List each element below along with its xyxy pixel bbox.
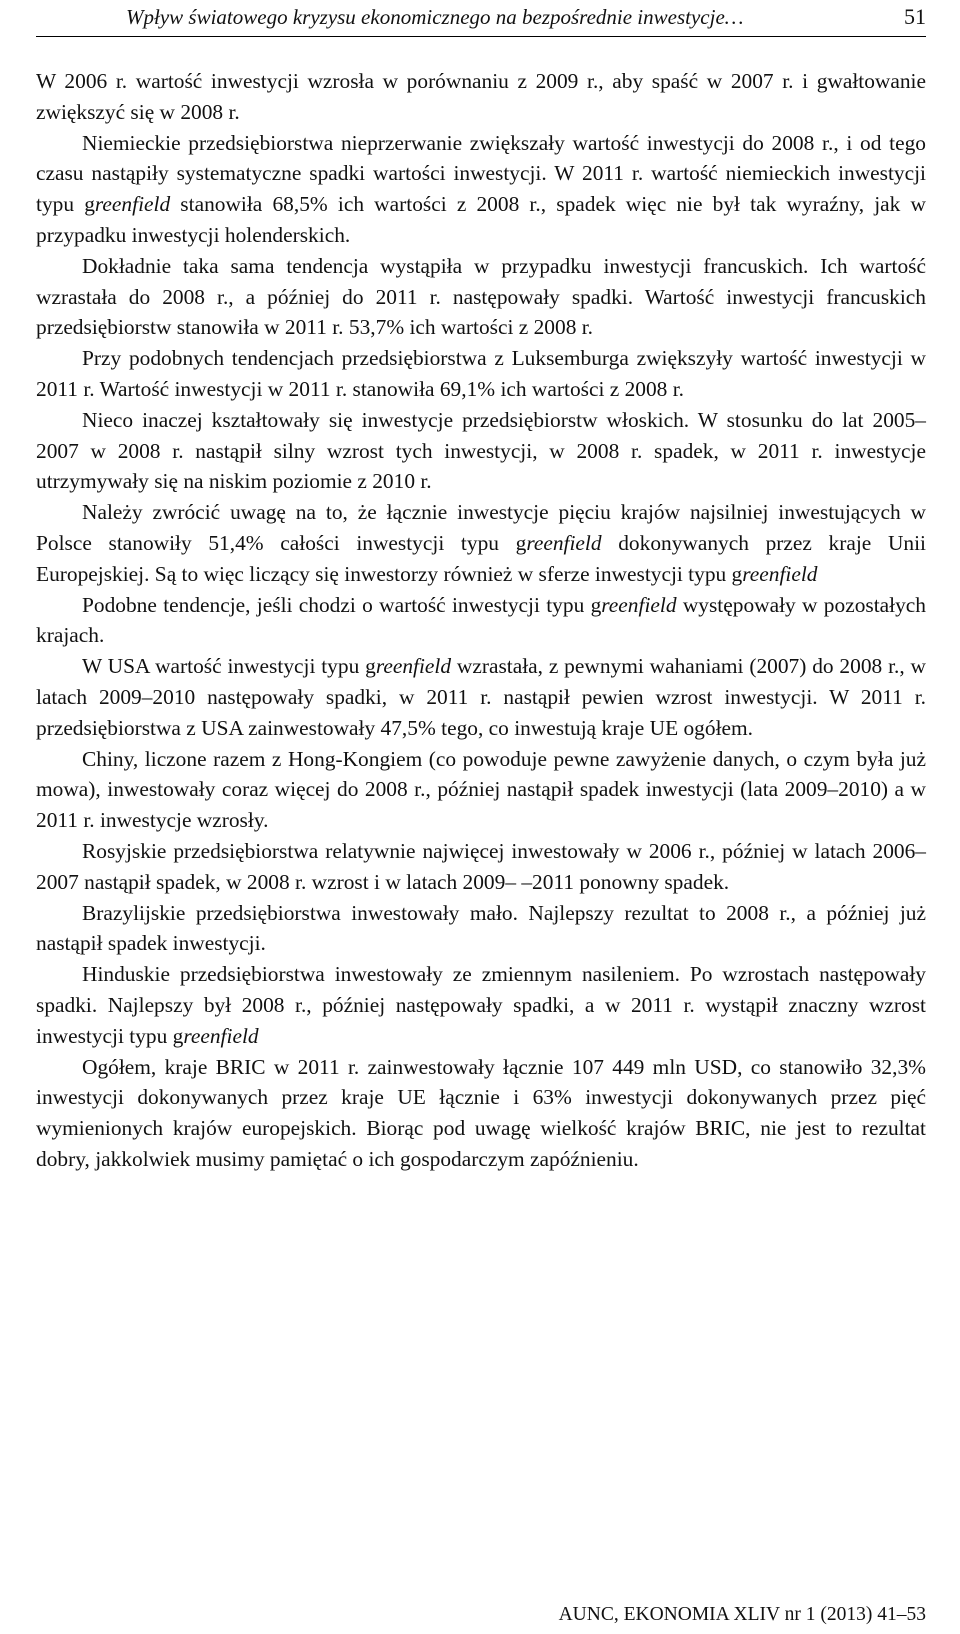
paragraph — [36, 959, 926, 1051]
paragraph-text: Dokładnie taka sama tendencja wystąpiła w przypadku inwestycji francuskich. Ich wartość wzrastała do 2008 r., a później do 2011 r. następowały spadki. Wartość inwestycji francuskich przedsiębiorstw stanowiła w 2011 r. 53,7% ich wartości z 2008 r. — [36, 253, 926, 340]
header-rule — [36, 36, 926, 37]
paragraph-text: W 2006 r. wartość inwestycji wzrosła w porównaniu z 2009 r., aby spaść w 2007 r. i gwałtowanie zwiększyć się w 2008 r. — [36, 69, 926, 124]
paragraph-text: wzrastała, z pewnymi wahaniami (2007) do 2008 r., w latach 2009–2010 następowały spadki, w 2011 r. nastąpił pewien wzrost inwestycji. W 2011 r. przedsiębiorstwa z USA zainwestowały 47,5% tego, co inwestują kraje UE ogółem. — [36, 654, 926, 740]
paragraph — [36, 405, 926, 497]
paragraph-text: Należy zwrócić uwagę na to, że łącznie inwestycje pięciu krajów najsilniej inwestujących w Polsce stanowiły 51,4% całości inwestycji typu g — [36, 500, 926, 555]
paragraph-text: Przy podobnych tendencjach przedsiębiorstwa z Luksemburga zwiększyły wartość inwestycji w 2011 r. Wartość inwestycji w 2011 r. stanowiła 69,1% ich wartości z 2008 r. — [36, 346, 926, 401]
paragraph-text: występowały w pozostałych krajach. — [36, 592, 926, 648]
paragraph-text: Ogółem, kraje BRIC w 2011 r. zainwestowały łącznie 107 449 mln USD, co stanowiło 32,3% inwestycji dokonywanych przez kraje UE łącznie i 63% inwestycji dokonywanych przez pięć wymienionych krajów europejskich. Biorąc pod uwagę wielkość krajów BRIC, nie jest to rezultat dobry, jakkolwiek musimy pamiętać o ich gospodarczym zapóźnieniu. — [36, 1054, 926, 1171]
article-body — [36, 66, 926, 1175]
paragraph — [36, 651, 926, 743]
italic-term: reenfield — [526, 530, 602, 555]
running-title: Wpływ światowego kryzysu ekonomicznego na bezpośrednie inwestycje… — [126, 5, 744, 29]
paragraph-text: dokonywanych przez kraje Unii Europejskiej. Są to więc liczący się inwestorzy również w sferze inwestycji typu g — [36, 530, 927, 586]
page-number: 51 — [904, 4, 926, 29]
paragraph-text: Rosyjskie przedsiębiorstwa relatywnie najwięcej inwestowały w 2006 r., później w latach 2006–2007 nastąpił spadek, w 2008 r. wzrost i w latach 2009– –2011 ponowny spadek. — [36, 838, 926, 894]
paragraph-text: Podobne tendencje, jeśli chodzi o wartość inwestycji typu g — [82, 592, 602, 617]
paragraph — [36, 251, 926, 343]
italic-term: reenfield — [375, 654, 452, 679]
paragraph-text: Niemieckie przedsiębiorstwa nieprzerwanie zwiększały wartość inwestycji do 2008 r., i od tego czasu nastąpiły systematyczne spadki wartości inwestycji. W 2011 r. wartość niemieckich inwestycji typu g — [36, 130, 926, 217]
paragraph — [36, 1052, 926, 1175]
paragraph-text: Chiny, liczone razem z Hong-Kongiem (co powoduje pewne zawyżenie danych, o czym była już mowa), inwestowały coraz więcej do 2008 r., później nastąpił spadek inwestycji (lata 2009–2010) a w 2011 r. inwestycje wzrosły. — [36, 746, 926, 833]
paragraph — [36, 744, 926, 836]
paragraph-text: W USA wartość inwestycji typu g — [82, 654, 376, 679]
paragraph — [36, 343, 926, 405]
paragraph — [36, 128, 926, 251]
paragraph-text: Brazylijskie przedsiębiorstwa inwestowały mało. Najlepszy rezultat to 2008 r., a później już nastąpił spadek inwestycji. — [36, 900, 926, 956]
paragraph-text: stanowiła 68,5% ich wartości z 2008 r., spadek więc nie był tak wyraźny, jak w przypadku inwestycji holenderskich. — [36, 192, 926, 247]
page-header — [36, 2, 926, 34]
paragraph — [36, 836, 926, 898]
journal-citation: AUNC, EKONOMIA XLIV nr 1 (2013) 41–53 — [558, 1604, 926, 1625]
paragraph — [36, 66, 926, 128]
italic-term: reenfield — [601, 592, 677, 617]
paragraph — [36, 590, 926, 652]
paragraph — [36, 497, 926, 589]
paragraph-text: Nieco inaczej kształtowały się inwestycje przedsiębiorstw włoskich. W stosunku do lat 2005–2007 w 2008 r. nastąpił silny wzrost tych inwestycji, w 2008 r. spadek, w 2011 r. inwestycje utrzymywały się na niskim poziomie z 2010 r. — [36, 407, 926, 494]
italic-term: reenfield — [183, 1023, 259, 1048]
italic-term: reenfield — [742, 561, 818, 586]
italic-term: reenfield — [94, 192, 171, 217]
paragraph — [36, 898, 926, 960]
paragraph-text: Hinduskie przedsiębiorstwa inwestowały ze zmiennym nasileniem. Po wzrostach następowały spadki. Najlepszy był 2008 r., później następowały spadki, a w 2011 r. wystąpił znaczny wzrost inwestycji typu g — [36, 962, 926, 1048]
